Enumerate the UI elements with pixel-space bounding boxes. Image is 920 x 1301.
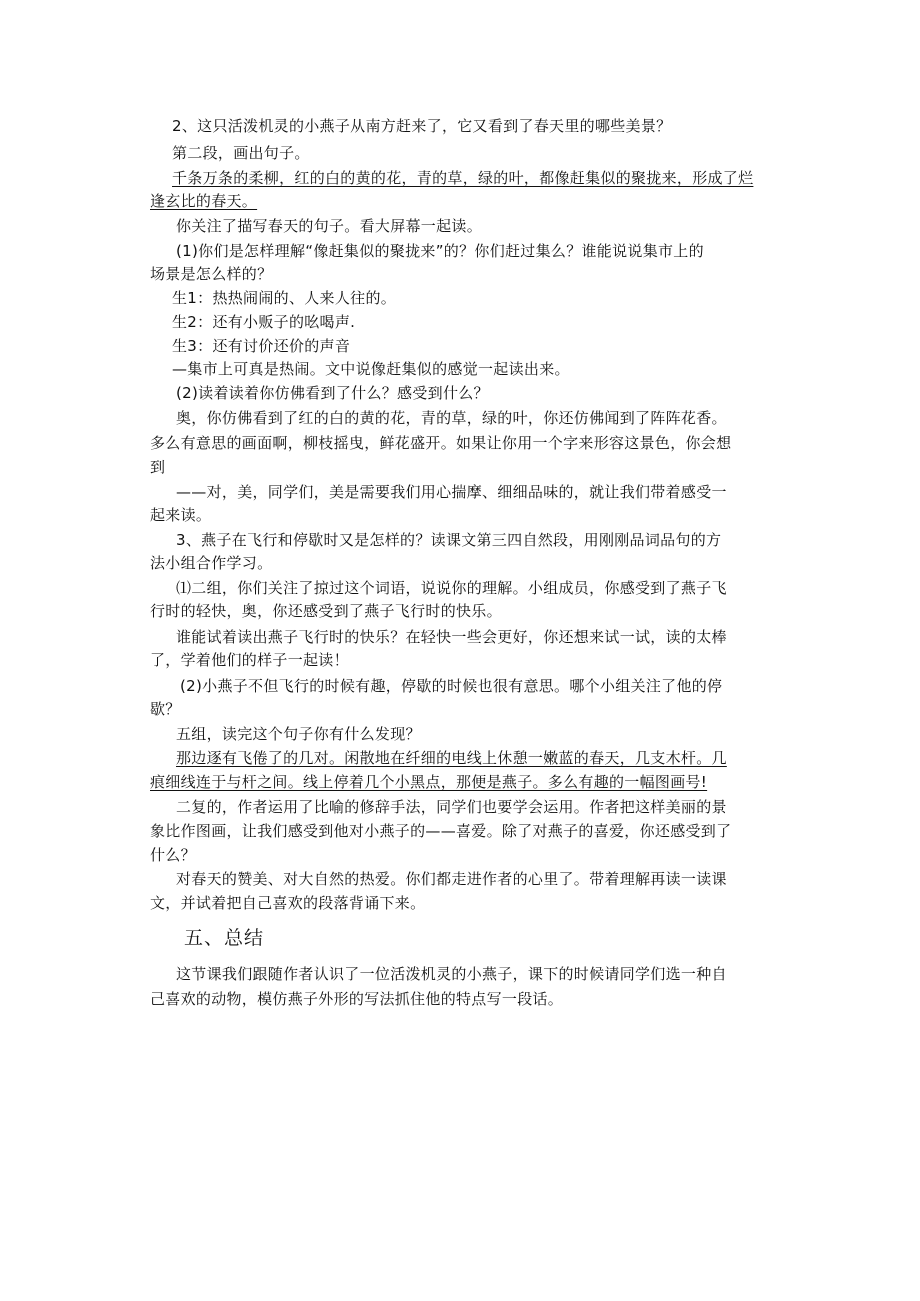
text-line: 第二段，画出句子。 [172,144,310,162]
text-line: 了，学着他们的样子一起读！ [150,651,349,669]
text-line: 文，并试着把自己喜欢的段落背诵下来。 [150,894,426,912]
text-line: 什么？ [150,846,196,864]
text-line: —集市上可真是热闹。文中说像赶集似的感觉一起读出来。 [172,360,570,378]
student-answer-line: 生1：热热闹闹的、人来人往的。 [172,289,397,307]
student-answer-line: 生2：还有小贩子的吆喝声. [172,313,356,331]
text-line: 行时的轻快，奥，你还感受到了燕子飞行时的快乐。 [150,602,502,620]
text-line: 奥，你仿佛看到了红的白的黄的花，青的草，绿的叶，你还仿佛闻到了阵阵花香。 [176,409,727,427]
text-line: 多么有意思的画面啊，柳枝摇曳，鲜花盛开。如果让你用一个字来形容这景色，你会想 [150,434,732,452]
question-2-line: 2、这只活泼机灵的小燕子从南方赶来了，它又看到了春天里的哪些美景？ [172,117,672,135]
text-line: 二复的，作者运用了比喻的修辞手法，同学们也要学会运用。作者把这样美丽的景 [176,798,727,816]
text-line: ——对，美，同学们，美是需要我们用心揣摩、细细品味的，就让我们带着感受一 [176,483,727,501]
underlined-sentence-line: 逢玄比的春天。 [150,192,258,210]
question-3-line: 3、燕子在飞行和停歇时又是怎样的？读课文第三四自然段，用刚刚品词品句的方 [176,531,722,549]
text-line: 五组，读完这个句子你有什么发现？ [176,725,421,743]
summary-line: 这节课我们跟随作者认识了一位活泼机灵的小燕子，课下的时候请同学们选一种自 [176,965,727,983]
sub-question-2-line: (2)小燕子不但飞行的时候有趣，停歇的时候也很有意思。哪个小组关注了他的停 [180,677,723,695]
text-line: 法小组合作学习。 [150,554,273,572]
text-line: 到 [150,458,166,476]
sub-question-1-line: (1)你们是怎样理解“像赶集似的聚拢来”的？你们赶过集么？谁能说说集市上的 [176,242,704,260]
sub-question-2-line: (2)读着读着你仿佛看到了什么？感受到什么？ [176,384,489,402]
text-line: 谁能试着读出燕子飞行时的快乐？在轻快一些会更好，你还想来试一试，读的太棒 [176,628,727,646]
text-line: 起来读。 [150,506,212,524]
text-line: 对春天的赞美、对大自然的热爱。你们都走进作者的心里了。带着理解再读一读课 [176,870,727,888]
text-line: 你关注了描写春天的句子。看大屏幕一起读。 [176,217,483,235]
underlined-sentence-line: 千条万条的柔柳，红的白的黄的花，青的草，绿的叶，都像赶集似的聚拢来，形成了烂 [172,169,754,187]
text-line: ⑴二组，你们关注了掠过这个词语，说说你的理解。小组成员，你感受到了燕子飞 [176,579,727,597]
text-line: 场景是怎么样的？ [150,265,273,283]
student-answer-line: 生3：还有讨价还价的声音 [172,337,351,355]
text-line: 歇？ [150,700,181,718]
underlined-sentence-line: 那边逐有飞倦了的几对。闲散地在纤细的电线上休憩一嫩蓝的春天，几支木杆。几 [176,749,727,767]
summary-line: 己喜欢的动物，模仿燕子外形的写法抓住他的特点写一段话。 [150,990,564,1008]
underlined-sentence-line: 痕细线连于与杆之间。线上停着几个小黑点，那便是燕子。多么有趣的一幅图画号! [150,773,708,791]
text-line: 象比作图画，让我们感受到他对小燕子的——喜爱。除了对燕子的喜爱，你还感受到了 [150,822,732,840]
section-heading: 五、总结 [184,927,265,949]
